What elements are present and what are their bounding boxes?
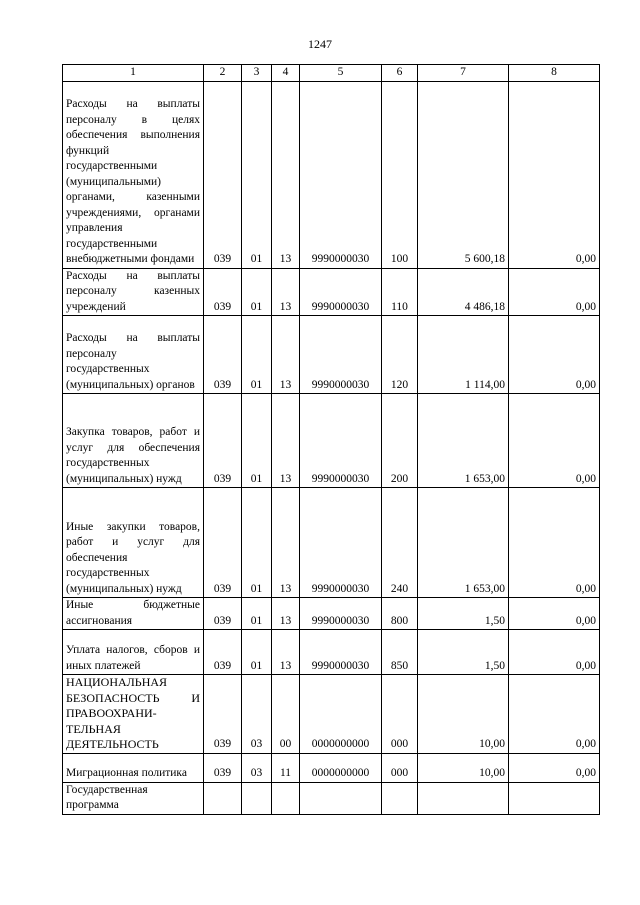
cell-subsection: 13 — [272, 488, 300, 598]
row-name-text: НАЦИОНАЛЬНАЯ БЕЗОПАСНОСТЬ И ПРАВООХРАНИ-ТЕЛЬНАЯ ДЕЯТЕЛЬНОСТЬ — [66, 675, 200, 751]
row-name — [63, 394, 204, 488]
cell-section: 01 — [242, 268, 272, 316]
cell-ministry: 039 — [204, 81, 242, 268]
table-row — [63, 753, 600, 782]
cell-type: 110 — [382, 268, 418, 316]
cell-section — [242, 782, 272, 814]
cell-ministry: 039 — [204, 753, 242, 782]
cell-extra: 0,00 — [509, 316, 600, 394]
cell-ministry: 039 — [204, 394, 242, 488]
header-col-1: 1 — [63, 65, 204, 82]
header-col-4: 4 — [272, 65, 300, 82]
cell-amount: 4 486,18 — [418, 268, 509, 316]
budget-table — [62, 64, 600, 815]
row-name-text: Государственная программа — [66, 783, 148, 811]
row-name — [63, 81, 204, 268]
cell-ministry: 039 — [204, 316, 242, 394]
cell-ministry: 039 — [204, 598, 242, 630]
cell-ministry: 039 — [204, 630, 242, 675]
cell-target: 0000000000 — [300, 753, 382, 782]
table-row — [63, 598, 600, 630]
header-col-6: 6 — [382, 65, 418, 82]
header-col-5: 5 — [300, 65, 382, 82]
cell-extra — [509, 782, 600, 814]
row-name-text: Иные закупки товаров, работ и услуг для обеспечения государственных (муниципальных) нужд — [66, 520, 200, 595]
cell-section: 01 — [242, 316, 272, 394]
cell-extra: 0,00 — [509, 630, 600, 675]
row-name-text: Иные бюджетные ассигнования — [66, 599, 200, 627]
cell-target: 9990000030 — [300, 630, 382, 675]
cell-section: 01 — [242, 630, 272, 675]
row-name — [63, 630, 204, 675]
cell-section: 01 — [242, 598, 272, 630]
cell-extra: 0,00 — [509, 268, 600, 316]
cell-type: 850 — [382, 630, 418, 675]
cell-amount — [418, 782, 509, 814]
row-name-text: Закупка товаров, работ и услуг для обеспечения государственных (муниципальных) нужд — [66, 426, 200, 485]
cell-amount: 5 600,18 — [418, 81, 509, 268]
cell-subsection: 11 — [272, 753, 300, 782]
row-name-text: Уплата налогов, сборов и иных платежей — [66, 644, 200, 672]
cell-subsection: 00 — [272, 675, 300, 754]
cell-extra: 0,00 — [509, 81, 600, 268]
cell-target: 0000000000 — [300, 675, 382, 754]
cell-subsection: 13 — [272, 630, 300, 675]
header-row — [63, 65, 600, 82]
row-name-text: Расходы на выплаты персоналу государственных (муниципальных) органов — [66, 332, 200, 391]
row-name — [63, 268, 204, 316]
table-row — [63, 316, 600, 394]
table-row — [63, 675, 600, 754]
header-col-2: 2 — [204, 65, 242, 82]
header-col-3: 3 — [242, 65, 272, 82]
cell-extra: 0,00 — [509, 753, 600, 782]
cell-subsection: 13 — [272, 268, 300, 316]
row-name — [63, 488, 204, 598]
cell-target: 9990000030 — [300, 316, 382, 394]
table-row — [63, 630, 600, 675]
cell-target: 9990000030 — [300, 488, 382, 598]
cell-section: 03 — [242, 675, 272, 754]
row-name-text: Расходы на выплаты персоналу казенных учреждений — [66, 269, 200, 313]
row-name-text: Расходы на выплаты персоналу в целях обеспечения выполнения функций государственными (муниципальными) органами, казенными учреждениями, органами управления государственными внебюджетными фондами — [66, 98, 200, 265]
cell-subsection — [272, 782, 300, 814]
table-row — [63, 488, 600, 598]
page-number: 1247 — [308, 37, 332, 51]
table-row — [63, 782, 600, 814]
cell-type — [382, 782, 418, 814]
cell-amount: 1,50 — [418, 630, 509, 675]
cell-subsection: 13 — [272, 394, 300, 488]
cell-amount: 10,00 — [418, 753, 509, 782]
cell-target: 9990000030 — [300, 598, 382, 630]
header-col-7: 7 — [418, 65, 509, 82]
cell-subsection: 13 — [272, 81, 300, 268]
cell-ministry: 039 — [204, 675, 242, 754]
cell-amount: 1 114,00 — [418, 316, 509, 394]
row-name — [63, 316, 204, 394]
cell-section: 01 — [242, 488, 272, 598]
cell-type: 100 — [382, 81, 418, 268]
cell-ministry: 039 — [204, 488, 242, 598]
cell-extra: 0,00 — [509, 488, 600, 598]
cell-section: 01 — [242, 394, 272, 488]
table-row — [63, 394, 600, 488]
cell-ministry: 039 — [204, 268, 242, 316]
row-name-text: Миграционная политика — [66, 767, 187, 779]
cell-subsection: 13 — [272, 598, 300, 630]
cell-type: 000 — [382, 753, 418, 782]
cell-type: 120 — [382, 316, 418, 394]
row-name — [63, 675, 204, 754]
cell-target — [300, 782, 382, 814]
cell-amount: 1 653,00 — [418, 488, 509, 598]
cell-target: 9990000030 — [300, 81, 382, 268]
row-name — [63, 753, 204, 782]
header-col-8: 8 — [509, 65, 600, 82]
cell-amount: 1 653,00 — [418, 394, 509, 488]
cell-type: 800 — [382, 598, 418, 630]
cell-extra: 0,00 — [509, 598, 600, 630]
cell-type: 200 — [382, 394, 418, 488]
cell-target: 9990000030 — [300, 268, 382, 316]
cell-section: 01 — [242, 81, 272, 268]
cell-extra: 0,00 — [509, 675, 600, 754]
cell-extra: 0,00 — [509, 394, 600, 488]
table-row — [63, 268, 600, 316]
cell-ministry — [204, 782, 242, 814]
row-name — [63, 782, 204, 814]
cell-section: 03 — [242, 753, 272, 782]
row-name — [63, 598, 204, 630]
cell-type: 240 — [382, 488, 418, 598]
cell-amount: 1,50 — [418, 598, 509, 630]
cell-target: 9990000030 — [300, 394, 382, 488]
cell-subsection: 13 — [272, 316, 300, 394]
cell-type: 000 — [382, 675, 418, 754]
table-row — [63, 81, 600, 268]
cell-amount: 10,00 — [418, 675, 509, 754]
